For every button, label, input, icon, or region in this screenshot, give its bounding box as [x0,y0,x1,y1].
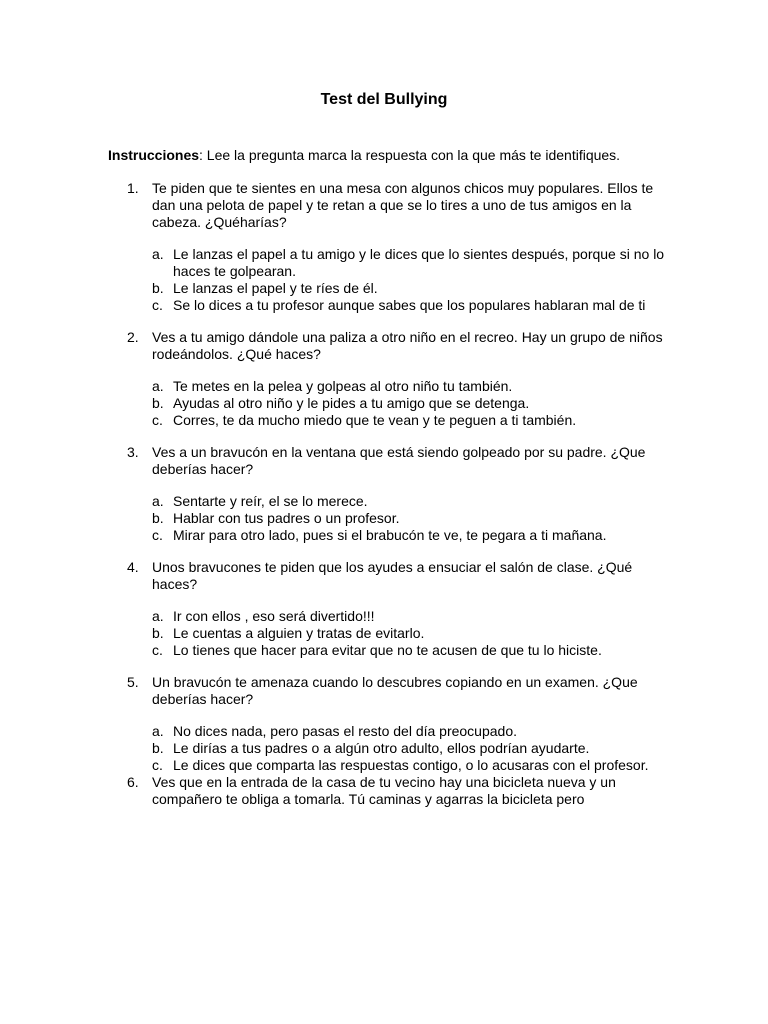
option-1a [152,246,668,280]
option-letter: b. [152,740,164,756]
option-list [152,608,668,659]
option-letter: b. [152,510,164,526]
option-letter: c. [152,412,163,428]
question-text: Unos bravucones te piden que los ayudes a ensuciar el salón de clase. ¿Qué haces? [152,559,633,592]
option-text: Ir con ellos , eso será divertido!!! [173,608,375,624]
option-text: Ayudas al otro niño y le pides a tu amigo que se detenga. [173,395,530,411]
option-3a [152,493,668,510]
option-text: Sentarte y reír, el se lo merece. [173,493,368,509]
question-text: Un bravucón te amenaza cuando lo descubres copiando en un examen. ¿Que deberías hacer? [152,674,638,707]
instructions-text: : Lee la pregunta marca la respuesta con la que más te identifiques. [199,147,621,163]
option-5b [152,740,668,757]
option-letter: a. [152,378,164,394]
question-2 [108,329,668,429]
option-3c [152,527,668,544]
option-list [152,493,668,544]
option-letter: c. [152,527,163,543]
question-number: 2. [127,329,139,345]
option-text: Hablar con tus padres o un profesor. [173,510,400,526]
option-letter: c. [152,297,163,313]
option-text: Le lanzas el papel a tu amigo y le dices que lo sientes después, porque si no lo haces te golpearan. [173,246,665,279]
question-number: 6. [127,774,139,790]
instructions-label: Instrucciones [108,147,200,163]
option-4a [152,608,668,625]
option-2a [152,378,668,395]
question-number: 5. [127,674,139,690]
question-list [108,180,668,808]
instructions [108,147,668,164]
question-number: 3. [127,444,139,460]
question-text: Ves que en la entrada de la casa de tu vecino hay una bicicleta nueva y un compañero te obliga a tomarla. Tú caminas y agarras la bicicleta pero [152,774,616,807]
option-text: Te metes en la pelea y golpeas al otro niño tu también. [173,378,513,394]
question-text: Ves a un bravucón en la ventana que está siendo golpeado por su padre. ¿Que deberías hacer? [152,444,646,477]
option-1b [152,280,668,297]
question-5 [108,674,668,774]
option-text: Mirar para otro lado, pues si el brabucón te ve, te pegara a ti mañana. [173,527,607,543]
option-list [152,378,668,429]
option-3b [152,510,668,527]
option-letter: b. [152,625,164,641]
option-text: No dices nada, pero pasas el resto del día preocupado. [173,723,518,739]
document-title: Test del Bullying [320,91,448,108]
question-number: 1. [127,180,139,196]
option-list [152,723,668,774]
question-text: Ves a tu amigo dándole una paliza a otro niño en el recreo. Hay un grupo de niños rodeándolos. ¿Qué haces? [152,329,663,362]
option-letter: b. [152,395,164,411]
option-text: Corres, te da mucho miedo que te vean y te peguen a ti también. [173,412,577,428]
option-letter: b. [152,280,164,296]
option-2c [152,412,668,429]
option-4b [152,625,668,642]
question-1 [108,180,668,314]
option-letter: c. [152,642,163,658]
option-letter: c. [152,757,163,773]
option-text: Lo tienes que hacer para evitar que no te acusen de que tu lo hiciste. [173,642,602,658]
option-5a [152,723,668,740]
option-text: Le lanzas el papel y te ríes de él. [173,280,378,296]
question-number: 4. [127,559,139,575]
option-text: Le dirías a tus padres o a algún otro adulto, ellos podrían ayudarte. [173,740,590,756]
option-1c [152,297,668,314]
option-text: Le cuentas a alguien y tratas de evitarlo. [173,625,425,641]
option-text: Le dices que comparta las respuestas contigo, o lo acusaras con el profesor. [173,757,649,773]
question-text: Te piden que te sientes en una mesa con algunos chicos muy populares. Ellos te dan una pelota de papel y te retan a que se lo tires a uno de tus amigos en la cabeza. ¿Quéharías? [152,180,654,230]
option-list [152,246,668,314]
option-text: Se lo dices a tu profesor aunque sabes que los populares hablaran mal de ti [173,297,646,313]
option-letter: a. [152,723,164,739]
option-2b [152,395,668,412]
question-3 [108,444,668,544]
option-5c [152,757,668,774]
option-letter: a. [152,493,164,509]
option-letter: a. [152,608,164,624]
question-6 [108,774,668,808]
option-4c [152,642,668,659]
question-4 [108,559,668,659]
option-letter: a. [152,246,164,262]
